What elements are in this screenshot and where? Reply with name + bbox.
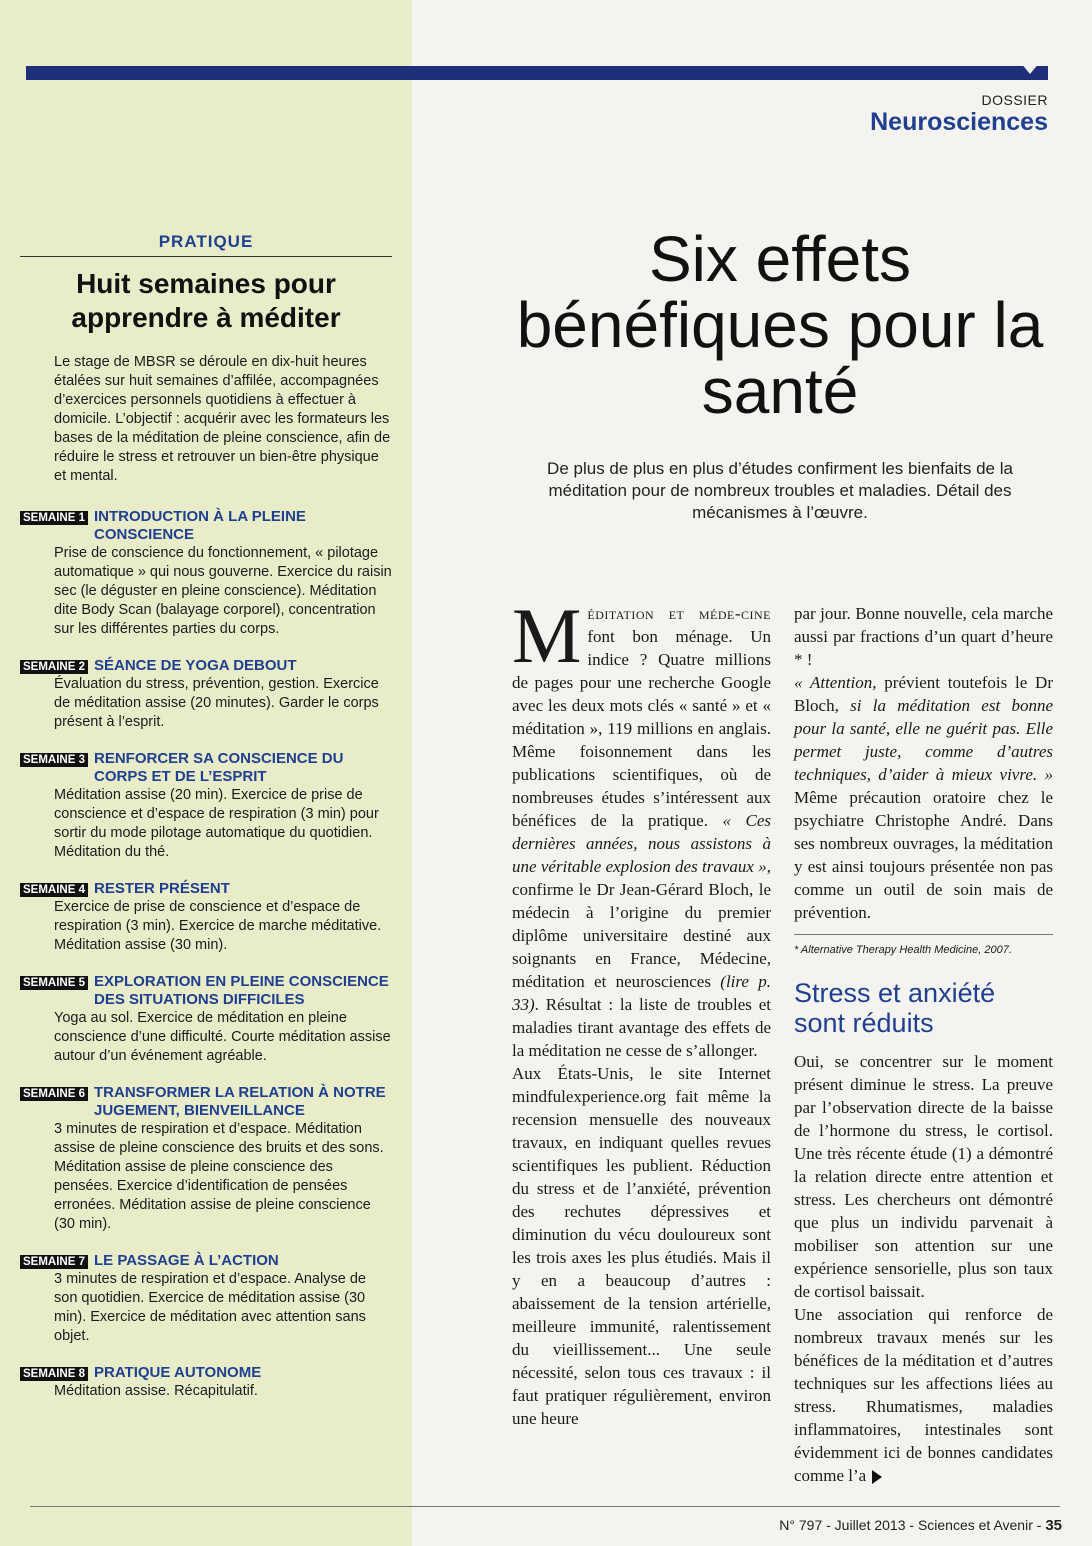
- quote: « Attention,: [794, 673, 877, 692]
- footer-text: N° 797 - Juillet 2013 - Sciences et Avenir -: [779, 1517, 1042, 1533]
- paragraph: par jour. Bonne nouvelle, cela marche aussi par fractions d’un quart d’heure * !: [794, 604, 1053, 669]
- lead-smallcaps: éditation et méde-cine: [587, 604, 771, 623]
- body-text: prévient toutefois le Dr Bloch,: [794, 673, 1053, 715]
- sidebar-rule: [20, 256, 392, 257]
- dossier-kicker: DOSSIER: [981, 92, 1048, 108]
- article-headline: Six effets bénéfiques pour la santé: [516, 223, 1044, 427]
- week-title: SÉANCE DE YOGA DEBOUT: [94, 657, 297, 674]
- body-text: font bon ménage. Un indice ? Quatre millions de pages pour une recherche Google avec les deux mots clés « santé » et « méditation », 119 millions en anglais. Même foisonnement dans les publications scientifiques, où de nombreuses études s’intéressent aux bénéfices de la pratique.: [512, 627, 771, 830]
- week-badge: SEMAINE 1: [20, 511, 88, 525]
- week-item: [20, 1084, 392, 1234]
- sidebar-kicker: PRATIQUE: [158, 232, 254, 251]
- article-standfirst: De plus de plus en plus d’études confirment les bienfaits de la méditation pour de nombreux troubles et maladies. Détail des mécanismes à l’œuvre.: [547, 459, 1013, 522]
- week-body: Méditation assise (20 min). Exercice de prise de conscience et d’espace de respiration (3 min) pour sortir du mode pilotage automatique du quotidien. Méditation du thé.: [54, 787, 379, 860]
- week-badge: SEMAINE 7: [20, 1255, 88, 1269]
- week-body: 3 minutes de respiration et d’espace. Méditation assise de pleine conscience des bruits et des sons. Méditation assise de pleine conscience des pensées. Exercice d’identification de pensées erronées. Méditation assise de pleine conscience (30 min).: [54, 1121, 384, 1232]
- week-item: [20, 657, 392, 732]
- body-text: , confirme le Dr Jean-Gérard Bloch, le médecin à l’origine du premier diplôme universitaire destiné aux soignants en France, Médecine, méditation et neurosciences: [512, 857, 771, 991]
- week-badge: SEMAINE 6: [20, 1087, 88, 1101]
- week-item: [20, 508, 392, 639]
- continue-arrow-icon: [872, 1470, 882, 1484]
- week-body: Évaluation du stress, prévention, gestion. Exercice de méditation assise (20 minutes). Garder le corps présent à l’esprit.: [54, 676, 379, 730]
- quote: si la méditation est bonne pour la santé, elle ne guérit pas. Elle permet juste, comme d’autres techniques, d’aider à mieux vivre. »: [794, 696, 1054, 784]
- week-item: [20, 1364, 392, 1401]
- header-bar-notch: [1020, 62, 1040, 74]
- week-badge: SEMAINE 4: [20, 883, 88, 897]
- week-title: RENFORCER SA CONSCIENCE DU CORPS ET DE L’ESPRIT: [94, 750, 344, 785]
- week-body: 3 minutes de respiration et d’espace. Analyse de son quotidien. Exercice de méditation assise (30 min). Exercice de méditation avec attention sans objet.: [54, 1271, 366, 1344]
- footer-rule: [30, 1506, 1060, 1507]
- week-item: [20, 973, 392, 1066]
- week-badge: SEMAINE 3: [20, 753, 88, 767]
- paragraph: Aux États-Unis, le site Internet mindfulexperience.org fait même la recension mensuelle des nouveaux travaux, en indiquant quelles revues scientifiques les publient. Réduction du stress et de l’anxiété, prévention des rechutes dépressives et diminution du vécu douloureux sont les trois axes les plus étudiés. Mais il y en a beaucoup d’autres : abaissement de la tension artérielle, meilleure immunité, ralentissement du vieillissement... Une seule nécessité, selon tous ces travaux : il faut pratiquer régulièrement, environ une heure: [512, 1064, 771, 1428]
- body-text: Même précaution oratoire chez le psychiatre Christophe André. Dans ses nombreux ouvrages, la méditation y est ainsi toujours présentée non pas comme un outil de soin mais de prévention.: [794, 788, 1053, 922]
- paragraph: Oui, se concentrer sur le moment présent diminue le stress. La preuve par l’observation directe de la baisse de l’hormone du stress, le cortisol. Une très récente étude (1) a démontré la relation directe entre attention et stress. Les chercheurs ont démontré que plus un individu parvenait à mobiliser son attention sur une expérience sensorielle, plus son taux de cortisol baissait.: [794, 1052, 1053, 1301]
- page-footer: [779, 1517, 1062, 1534]
- page-reference: (lire p. 33): [512, 972, 771, 1014]
- week-title: RESTER PRÉSENT: [94, 880, 230, 897]
- week-body: Méditation assise. Récapitulatif.: [54, 1383, 258, 1399]
- article-column-2: [794, 602, 1053, 1487]
- drop-cap: M: [512, 592, 582, 679]
- body-text: . Résultat : la liste de troubles et maladies tirant avantage des effets de la méditation ne cesse de s’allonger.: [512, 995, 771, 1060]
- body-text: Une association qui renforce de nombreux travaux menés sur les bénéfices de la méditation et d’autres techniques sur les affections liées au stress. Rhumatismes, maladies inflammatoires, intestinales sont évidemment ici de bonnes candidates comme l’a: [794, 1305, 1053, 1485]
- week-title: PRATIQUE AUTONOME: [94, 1364, 262, 1381]
- week-item: [20, 880, 392, 955]
- week-title: LE PASSAGE À L’ACTION: [94, 1252, 279, 1269]
- week-item: [20, 1252, 392, 1346]
- week-body: Exercice de prise de conscience et d’espace de respiration (3 min). Exercice de marche méditative. Méditation assise (30 min).: [54, 899, 382, 953]
- article-subhead: Stress et anxiété sont réduits: [794, 978, 996, 1038]
- week-badge: SEMAINE 5: [20, 976, 88, 990]
- header-bar: [26, 66, 1048, 80]
- week-title: EXPLORATION EN PLEINE CONSCIENCE DES SITUATIONS DIFFICILES: [94, 973, 389, 1008]
- article-column-1: [512, 592, 771, 1430]
- section-title: Neurosciences: [870, 108, 1048, 136]
- quote: « Ces dernières années, nous assistons à une véritable explosion des travaux »: [512, 811, 771, 876]
- week-body: Prise de conscience du fonctionnement, « pilotage automatique » qui nous gouverne. Exercice du raisin sec (le déguster en pleine conscience). Méditation dite Body Scan (balayage corporel), concentration sur les différentes parties du corps.: [54, 545, 392, 637]
- week-badge: SEMAINE 8: [20, 1367, 88, 1381]
- week-body: Yoga au sol. Exercice de méditation en pleine conscience d’une difficulté. Courte méditation assise autour d’un événement agréable.: [54, 1010, 391, 1064]
- paragraph: [794, 1303, 1053, 1487]
- week-badge: SEMAINE 2: [20, 660, 88, 674]
- week-item: [20, 750, 392, 862]
- week-title: TRANSFORMER LA RELATION À NOTRE JUGEMENT, BIENVEILLANCE: [94, 1084, 386, 1119]
- sidebar-box: [20, 232, 392, 1419]
- section-header: [870, 92, 1048, 136]
- sidebar-title: Huit semaines pour apprendre à méditer: [71, 268, 341, 333]
- sidebar-intro: Le stage de MBSR se déroule en dix-huit heures étalées sur huit semaines d’affilée, accompagnées d’exercices personnels quotidiens à effectuer à domicile. L’objectif : acquérir avec les formateurs les bases de la méditation de pleine conscience, afin de réduire le stress et retrouver un bien-être physique et mental.: [54, 354, 391, 484]
- week-title: INTRODUCTION À LA PLEINE CONSCIENCE: [94, 508, 306, 543]
- footnote: * Alternative Therapy Health Medicine, 2007.: [794, 934, 1053, 962]
- page-number: 35: [1045, 1517, 1062, 1534]
- paragraph: [794, 671, 1053, 924]
